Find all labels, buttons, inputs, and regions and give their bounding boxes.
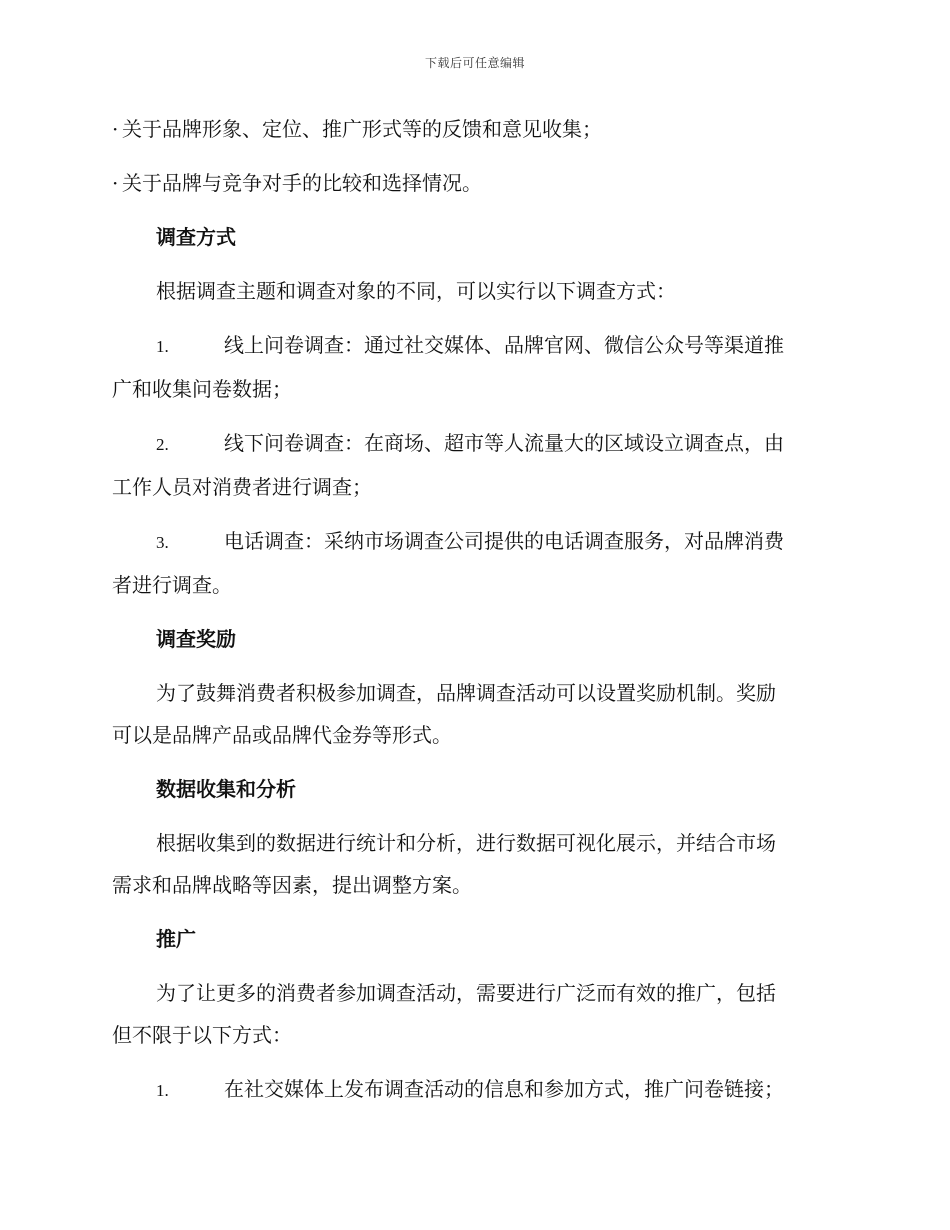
bullet-item: [112, 162, 834, 204]
data-paragraph: [112, 822, 834, 906]
paragraph-line: 需求和品牌战略等因素，提出调整方案。: [112, 873, 472, 897]
item-number: 1.: [156, 337, 169, 356]
reward-paragraph: [112, 672, 834, 756]
bullet-item: [112, 108, 834, 150]
item-text-line: 在社交媒体上发布调查活动的信息和参加方式，推广问卷链接；: [224, 1077, 784, 1101]
document-body: [112, 108, 834, 1124]
numbered-item: [112, 324, 834, 410]
paragraph-line: 为了让更多的消费者参加调查活动，需要进行广泛而有效的推广，包括: [156, 981, 776, 1005]
paragraph-line: 可以是品牌产品或品牌代金券等形式。: [112, 723, 452, 747]
item-number: 2.: [156, 435, 169, 454]
item-text-line: 线下问卷调查：在商场、超市等人流量大的区域设立调查点，由: [224, 431, 784, 455]
bullet-icon: ·: [112, 117, 119, 141]
paragraph-line: 为了鼓舞消费者积极参加调查，品牌调查活动可以设置奖励机制。奖励: [156, 681, 776, 705]
item-text-line: 广和收集问卷数据；: [112, 377, 292, 401]
section-heading-data: 数据收集和分析: [156, 777, 296, 801]
bullet-text: 关于品牌与竞争对手的比较和选择情况。: [122, 171, 482, 195]
item-text-line: 线上问卷调查：通过社交媒体、品牌官网、微信公众号等渠道推: [224, 333, 784, 357]
paragraph-line: 根据调查主题和调查对象的不同，可以实行以下调查方式：: [156, 279, 676, 303]
bullet-text: 关于品牌形象、定位、推广形式等的反馈和意见收集；: [122, 117, 602, 141]
item-number: 3.: [156, 533, 169, 552]
section-heading-promo: 推广: [156, 927, 196, 951]
paragraph-line: 但不限于以下方式：: [112, 1023, 292, 1047]
numbered-item: [112, 520, 834, 606]
item-text-line: 者进行调查。: [112, 573, 232, 597]
item-text-line: 工作人员对消费者进行调查；: [112, 475, 372, 499]
bullet-icon: ·: [112, 171, 119, 195]
numbered-item: [112, 1068, 834, 1112]
item-number: 1.: [156, 1081, 169, 1100]
section-heading-reward: 调查奖励: [156, 627, 236, 651]
item-text-line: 电话调查：采纳市场调查公司提供的电话调查服务，对品牌消费: [224, 529, 784, 553]
promo-paragraph: [112, 972, 834, 1056]
numbered-item: [112, 422, 834, 508]
paragraph-line: 根据收集到的数据进行统计和分析，进行数据可视化展示，并结合市场: [156, 831, 776, 855]
method-intro-paragraph: [112, 270, 834, 312]
section-heading-method: 调查方式: [156, 225, 236, 249]
header-note: 下载后可任意编辑: [424, 56, 525, 70]
